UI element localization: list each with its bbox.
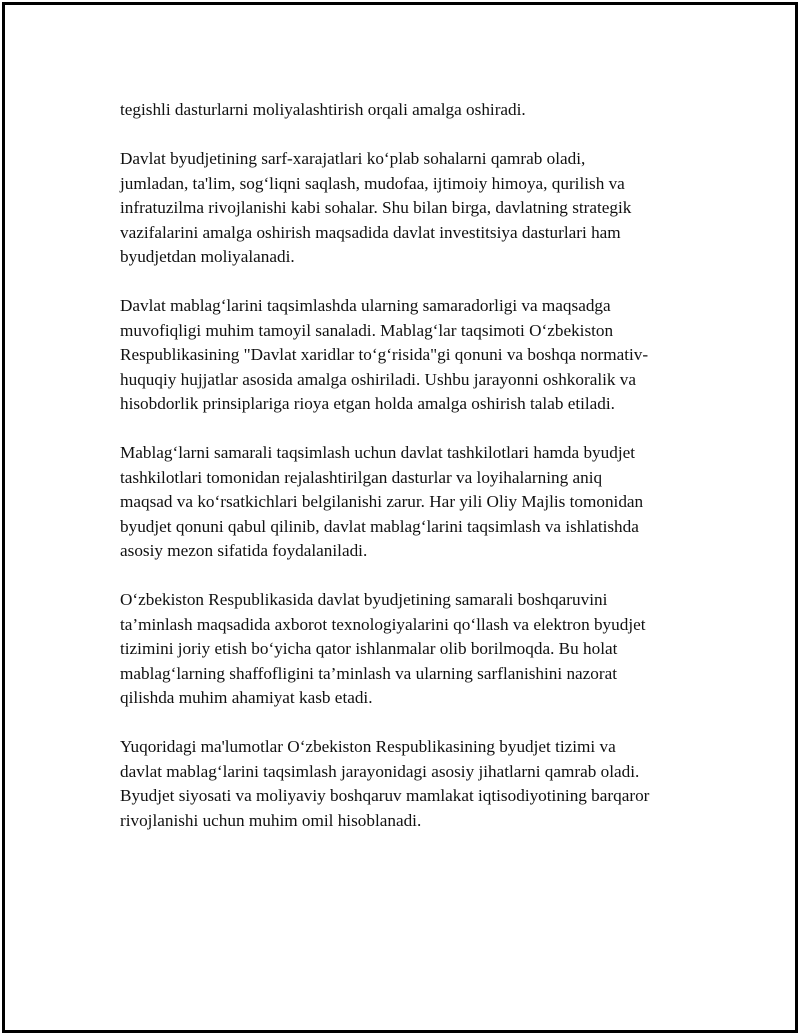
paragraph-continuation: tegishli dasturlarni moliyalashtirish orqali amalga oshiradi. xyxy=(120,100,526,119)
paragraph-budget-expenditures: Davlat byudjetining sarf-xarajatlari ko‘plab sohalarni qamrab oladi, jumladan, ta'lim, sog‘liqni saqlash, mudofaa, ijtimoiy himoya, qurilish va infratuzilma rivojlanishi kabi sohalar. Shu bilan birga, davlatning strategik vazifalarini amalga oshirish maqsadida davlat investitsiya dasturlari ham byudjetdan moliyalanadi. xyxy=(120,149,632,266)
paragraph-conclusion: Yuqoridagi ma'lumotlar O‘zbekiston Respublikasining byudjet tizimi va davlat mablag‘larini taqsimlash jarayonidagi asosiy jihatlarni qamrab oladi. Byudjet siyosati va moliyaviy boshqaruv mamlakat iqtisodiyotining barqaror rivojlanishi uchun muhim omil hisoblanadi. xyxy=(120,737,650,830)
paragraph-fund-allocation-principles: Davlat mablag‘larini taqsimlashda ularning samaradorligi va maqsadga muvofiqligi muhim tamoyil sanaladi. Mablag‘lar taqsimoti O‘zbekiston Respublikasining "Davlat xaridlar to‘g‘risida"gi qonuni va boshqa normativ- huquqiy hujjatlar asosida amalga oshiriladi. Ushbu jarayonni oshkoralik va hisobdorlik prinsiplariga rioya etgan holda amalga oshirish talab etiladi. xyxy=(120,296,649,413)
document-body xyxy=(120,98,700,858)
paragraph-effective-allocation: Mablag‘larni samarali taqsimlash uchun davlat tashkilotlari hamda byudjet tashkilotlari tomonidan rejalashtirilgan dasturlar va loyihalarning aniq maqsad va ko‘rsatkichlari belgilanishi zarur. Har yili Oliy Majlis tomonidan byudjet qonuni qabul qilinib, davlat mablag‘larini taqsimlash va ishlatishda asosiy mezon sifatida foydalaniladi. xyxy=(120,443,644,560)
paragraph-electronic-budget: O‘zbekiston Respublikasida davlat byudjetining samarali boshqaruvini ta’minlash maqsadida axborot texnologiyalarini qo‘llash va elektron byudjet tizimini joriy etish bo‘yicha qator ishlanmalar olib borilmoqda. Bu holat mablag‘larning shaffofligini ta’minlash va ularning sarflanishini nazorat qilishda muhim ahamiyat kasb etadi. xyxy=(120,590,646,707)
document-page xyxy=(2,2,798,1033)
